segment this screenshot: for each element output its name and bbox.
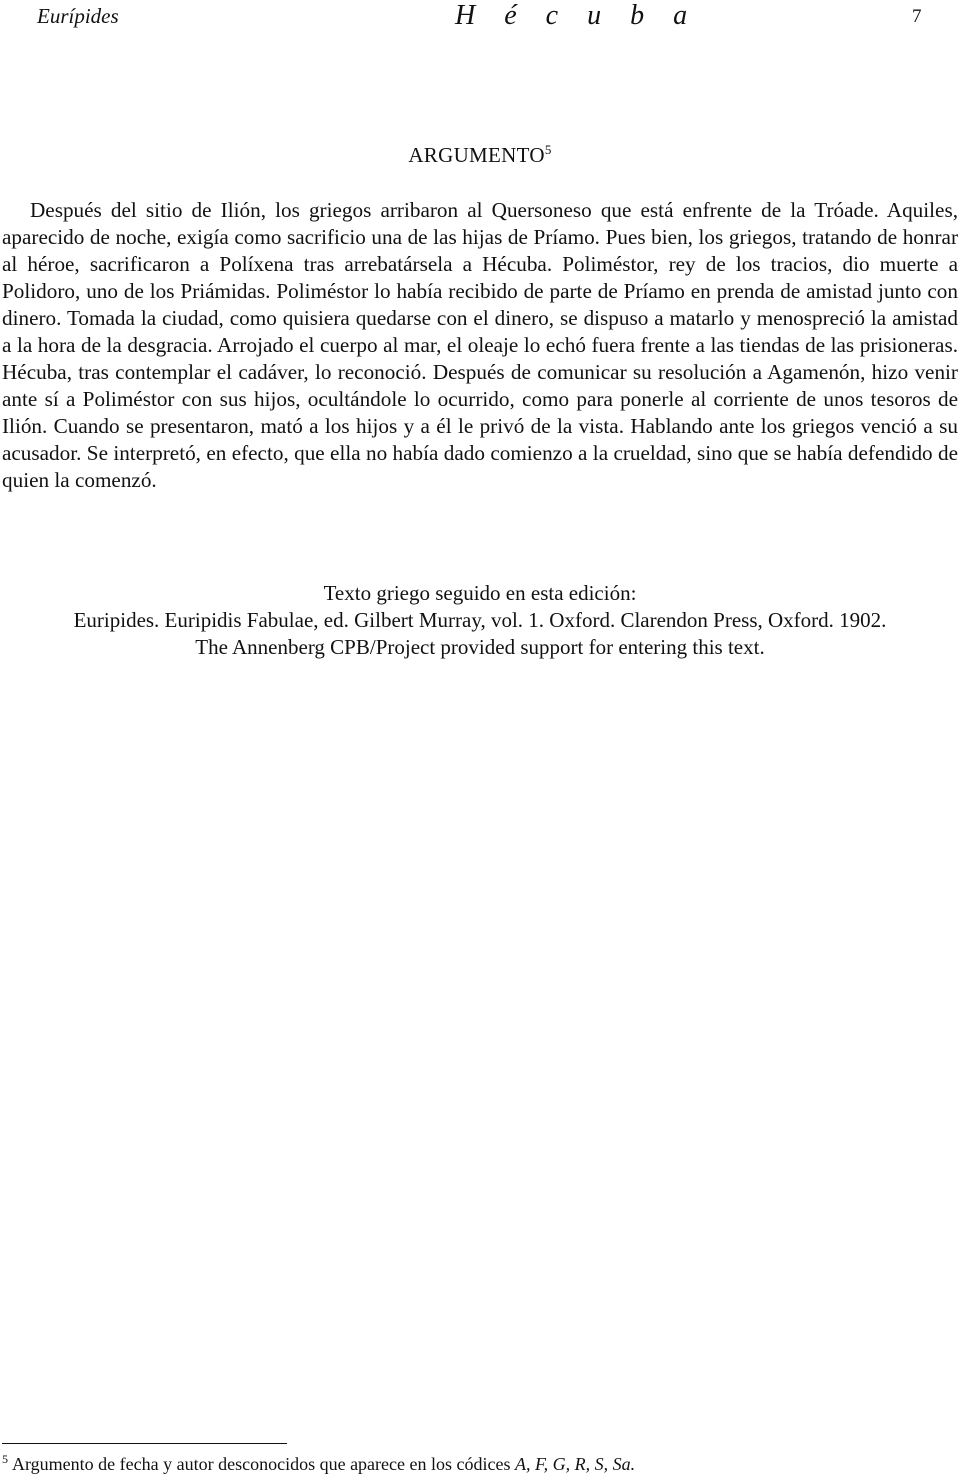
section-heading-text: ARGUMENTO xyxy=(408,143,545,167)
footnote-codices: A, F, G, R, S, Sa. xyxy=(514,1454,636,1474)
source-note xyxy=(0,580,960,661)
page-number: 7 xyxy=(912,6,922,27)
source-line-3: The Annenberg CPB/Project provided support for entering this text. xyxy=(195,635,765,659)
running-header-title: H é c u b a xyxy=(455,0,699,31)
footnote-marker: 5 xyxy=(2,1452,8,1466)
footnote-divider xyxy=(2,1443,287,1444)
source-line-1: Texto griego seguido en esta edición: xyxy=(323,581,637,605)
source-line-2: Euripides. Euripidis Fabulae, ed. Gilbert Murray, vol. 1. Oxford. Clarendon Press, Oxford. 1902. xyxy=(73,608,887,632)
section-heading xyxy=(0,143,960,168)
footnote xyxy=(2,1454,635,1475)
footnote-text: Argumento de fecha y autor desconocidos que aparece en los códices xyxy=(12,1454,511,1474)
argument-paragraph: Después del sitio de Ilión, los griegos arribaron al Quersoneso que está enfrente de la Tróade. Aquiles, aparecido de noche, exigía como sacrificio una de las hijas de Príamo. Pues bien, los griegos, tratando de honrar al héroe, sacrificaron a Políxena tras arrebatársela a Hécuba. Poliméstor, rey de los tracios, dio muerte a Polidoro, uno de los Priámidas. Poliméstor lo había recibido de parte de Príamo en prenda de amistad junto con dinero. Tomada la ciudad, como quisiera quedarse con el dinero, se dispuso a matarlo y menospreció la amistad a la hora de la desgracia. Arrojado el cuerpo al mar, el oleaje lo echó fuera frente a las tiendas de las prisioneras. Hécuba, tras contemplar el cadáver, lo reconoció. Después de comunicar su resolución a Agamenón, hizo venir ante sí a Poliméstor con sus hijos, ocultándole lo ocurrido, como para ponerle al corriente de unos tesoros de Ilión. Cuando se presentaron, mató a los hijos y a él le privó de la vista. Hablando ante los griegos venció a su acusador. Se interpretó, en efecto, que ella no había dado comienzo a la crueldad, sino que se había defendido de quien la comenzó. xyxy=(2,198,958,492)
footnote-reference[interactable]: 5 xyxy=(544,142,552,157)
running-header-author: Eurípides xyxy=(37,4,119,28)
